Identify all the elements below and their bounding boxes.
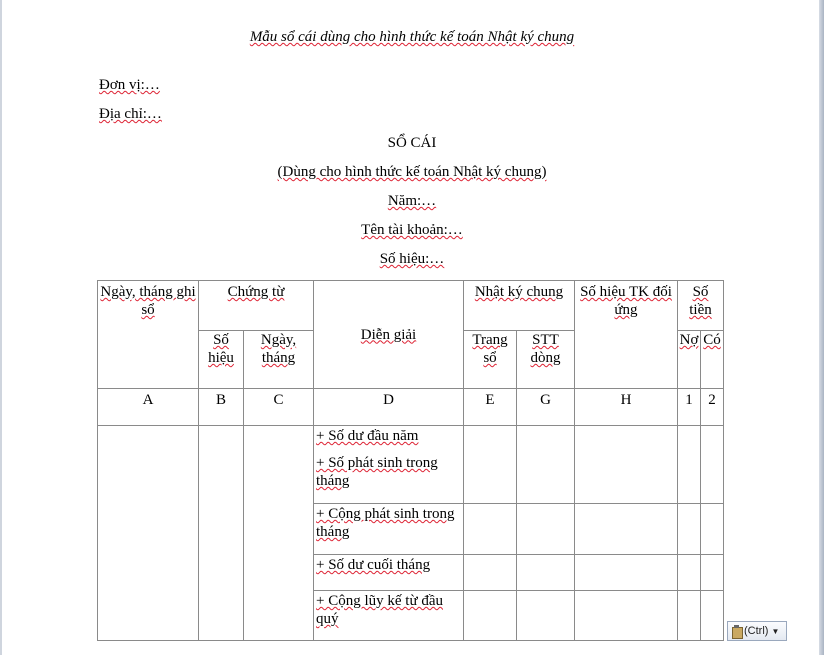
- debit-cell: [678, 426, 701, 504]
- clipboard-icon: [731, 625, 742, 638]
- header-voucher-date: Ngày, tháng: [244, 331, 314, 389]
- debit-cell: [678, 504, 701, 555]
- header-journal: Nhật ký chung: [464, 281, 575, 331]
- date-cell: [98, 426, 199, 641]
- contra-account-cell: [575, 555, 678, 591]
- header-voucher: Chứng từ: [199, 281, 314, 331]
- contra-account-cell: [575, 426, 678, 504]
- journal-line-cell: [517, 426, 575, 504]
- document-heading: Mẫu sổ cái dùng cho hình thức kế toán Nhật ký chung: [249, 29, 575, 45]
- code-cell: G: [517, 389, 575, 426]
- ledger-subtitle: (Dùng cho hình thức kế toán Nhật ký chung): [277, 164, 547, 180]
- page-right-edge: [819, 0, 824, 655]
- account-code-line: Số hiệu:…: [379, 251, 445, 267]
- ledger-title: SỔ CÁI: [387, 135, 437, 151]
- credit-cell: [701, 591, 724, 641]
- code-cell: C: [244, 389, 314, 426]
- contra-account-cell: [575, 591, 678, 641]
- journal-page-cell: [464, 555, 517, 591]
- journal-line-cell: [517, 555, 575, 591]
- header-debit: Nợ: [678, 331, 701, 389]
- description-cell: + Cộng phát sinh trong tháng: [314, 504, 464, 555]
- code-cell: D: [314, 389, 464, 426]
- ledger-table: [97, 280, 724, 641]
- header-amount: Số tiền: [678, 281, 724, 331]
- journal-page-cell: [464, 504, 517, 555]
- contra-account-cell: [575, 504, 678, 555]
- code-cell: B: [199, 389, 244, 426]
- description-cell: + Cộng lũy kế từ đầu quý: [314, 591, 464, 641]
- header-journal-page: Trang sổ: [464, 331, 517, 389]
- unit-line: Đơn vị:…: [99, 77, 160, 93]
- header-voucher-number: Số hiệu: [199, 331, 244, 389]
- code-cell: 2: [701, 389, 724, 426]
- paste-options-label: (Ctrl): [744, 625, 769, 637]
- credit-cell: [701, 504, 724, 555]
- debit-cell: [678, 591, 701, 641]
- header-description: Diễn giải: [314, 281, 464, 389]
- voucher-date-cell: [244, 426, 314, 641]
- account-name-line: Tên tài khoản:…: [361, 222, 463, 238]
- paste-options-button[interactable]: [727, 621, 787, 641]
- code-cell: A: [98, 389, 199, 426]
- description-cell: + Số dư cuối tháng: [314, 555, 464, 591]
- header-journal-line: STT dòng: [517, 331, 575, 389]
- code-cell: E: [464, 389, 517, 426]
- header-credit: Có: [701, 331, 724, 389]
- debit-cell: [678, 555, 701, 591]
- page-left-border: [0, 0, 2, 655]
- journal-line-cell: [517, 504, 575, 555]
- code-cell: H: [575, 389, 678, 426]
- description-cell: + Số dư đầu năm + Số phát sinh trong tháng: [314, 426, 464, 504]
- header-date: Ngày, tháng ghi sổ: [98, 281, 199, 389]
- journal-line-cell: [517, 591, 575, 641]
- address-line: Địa chỉ:…: [99, 106, 162, 122]
- code-cell: 1: [678, 389, 701, 426]
- year-line: Năm:…: [387, 193, 437, 209]
- voucher-number-cell: [199, 426, 244, 641]
- journal-page-cell: [464, 591, 517, 641]
- header-contra-account: Số hiệu TK đối ứng: [575, 281, 678, 389]
- credit-cell: [701, 555, 724, 591]
- journal-page-cell: [464, 426, 517, 504]
- chevron-down-icon: ▼: [771, 626, 780, 636]
- credit-cell: [701, 426, 724, 504]
